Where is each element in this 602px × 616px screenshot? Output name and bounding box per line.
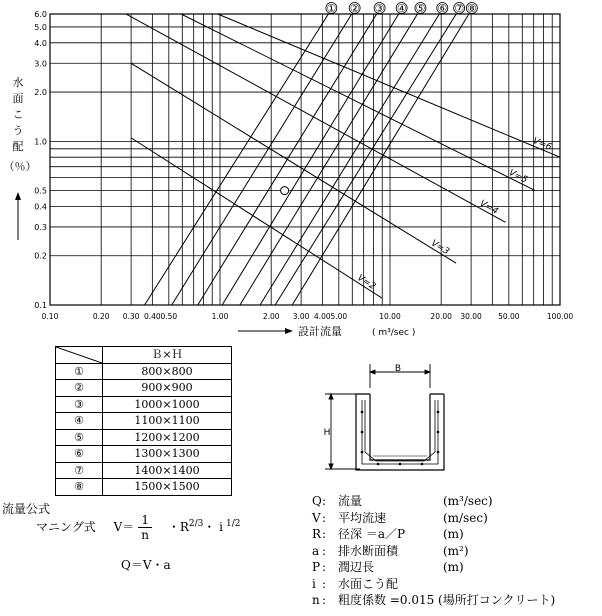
legend-name: 流量 xyxy=(338,494,363,508)
legend-name: 粗度係数 =0.015 (場所打コンクリート) xyxy=(338,593,556,607)
y-axis-label-char: う xyxy=(12,124,24,137)
velocity-line-label: V=2 xyxy=(355,273,378,293)
legend-colon: : xyxy=(322,527,327,541)
section-line xyxy=(292,14,469,305)
legend-name: 径深 ＝a／P xyxy=(338,527,406,541)
r-exponent: 2/3 xyxy=(188,519,204,529)
velocity-line-label: V=4 xyxy=(477,198,500,217)
y-tick-label: 5.0 xyxy=(34,22,47,32)
x-tick-label: 2.00 xyxy=(262,312,280,321)
section-line-label: ⑤ xyxy=(415,2,426,15)
y-tick-label: 0.3 xyxy=(34,222,47,232)
section-line-label: ⑥ xyxy=(437,2,448,15)
table-row xyxy=(56,396,232,413)
annotations xyxy=(12,2,553,334)
y-tick-label: 3.0 xyxy=(34,59,47,69)
x-tick-label: 1.00 xyxy=(211,312,229,321)
symbol-legend xyxy=(312,493,602,609)
x-tick-label: 0.50 xyxy=(160,312,178,321)
x-tick-label: 4.00 xyxy=(313,312,331,321)
legend-symbol: n xyxy=(312,593,320,607)
legend-name: 排水断面積 xyxy=(338,543,399,558)
formula-fraction xyxy=(138,513,152,542)
y-tick-label: 1.0 xyxy=(34,137,47,147)
x-tick-label: 5.00 xyxy=(330,312,348,321)
fraction-denominator: n xyxy=(141,528,149,542)
velocity-line xyxy=(181,14,535,191)
table-cell-no: ④ xyxy=(56,413,103,430)
legend-row xyxy=(312,559,602,576)
formula-title: 流量公式 xyxy=(2,502,51,516)
grid xyxy=(50,14,560,305)
x-tick-label: 0.40 xyxy=(143,312,161,321)
section-table xyxy=(55,346,232,496)
legend-unit: (m) xyxy=(443,527,464,541)
tick-labels xyxy=(4,10,574,338)
table-cell-size: 1500×1500 xyxy=(103,479,232,496)
i-exponent: 1/2 xyxy=(226,519,241,529)
table-cell-no: ② xyxy=(56,380,103,397)
y-tick-label: 4.0 xyxy=(34,38,47,48)
cross-section-diagram xyxy=(318,362,478,472)
table-cell-size: 1000×1000 xyxy=(103,396,232,413)
section-table-body xyxy=(56,347,232,496)
legend-symbol: a xyxy=(312,543,320,558)
x-tick-label: 30.00 xyxy=(460,312,482,321)
table-row xyxy=(56,462,232,479)
x-arrow-head xyxy=(285,328,293,334)
legend-symbol: i xyxy=(312,576,316,591)
y-tick-label: 2.0 xyxy=(34,88,47,98)
section-line-label: ③ xyxy=(374,2,385,15)
legend-unit: (m) xyxy=(443,560,464,574)
section-line-label: ⑦ xyxy=(454,2,465,15)
table-row xyxy=(56,429,232,446)
series-lines xyxy=(126,14,560,305)
x-tick-label: 20.00 xyxy=(430,312,452,321)
x-tick-label: 10.00 xyxy=(379,312,401,321)
formula-lhs: V＝ xyxy=(113,520,135,534)
formula-rhs: ・R xyxy=(167,520,189,534)
section-line xyxy=(275,14,456,305)
table-row xyxy=(56,446,232,463)
y-axis-unit: （％） xyxy=(3,160,37,173)
y-axis-label-char: こ xyxy=(12,108,24,121)
table-row xyxy=(56,479,232,496)
dim-h-label: H xyxy=(323,428,331,438)
legend-unit: (m/sec) xyxy=(443,510,488,525)
table-cell-size: 1400×1400 xyxy=(103,462,232,479)
y-tick-label: 6.0 xyxy=(34,10,47,19)
legend-name: 潤辺長 xyxy=(338,560,375,574)
legend-row xyxy=(312,543,602,560)
table-row xyxy=(56,380,232,397)
table-header-row xyxy=(56,347,232,364)
legend-row xyxy=(312,576,602,593)
table-cell-size: 1200×1200 xyxy=(103,429,232,446)
velocity-line-label: V=6 xyxy=(531,136,553,153)
y-tick-label: 0.1 xyxy=(34,301,47,310)
legend-unit: (m²) xyxy=(443,543,469,558)
legend-colon: : xyxy=(322,593,327,607)
velocity-line-label: V=5 xyxy=(507,167,529,186)
table-cell-no: ⑥ xyxy=(56,446,103,463)
table-cell-no: ⑦ xyxy=(56,462,103,479)
diagonal-line xyxy=(56,347,102,363)
outer-wall xyxy=(356,394,444,470)
q-equation: Q＝V・a xyxy=(121,558,171,572)
legend-unit: (m³/sec) xyxy=(443,494,493,508)
y-axis-label-char: 面 xyxy=(12,92,24,105)
section-line-label: ① xyxy=(326,2,337,15)
table-row xyxy=(56,363,232,380)
table-cell-size: 1300×1300 xyxy=(103,446,232,463)
x-tick-label: 0.30 xyxy=(122,312,140,321)
y-arrow-head xyxy=(15,192,21,200)
table-cell-size: 900×900 xyxy=(103,380,232,397)
section-line-label: ⑧ xyxy=(466,2,477,15)
fraction-numerator: 1 xyxy=(138,513,152,528)
x-axis-unit: ( m³/sec ) xyxy=(372,328,416,338)
legend-name: 水面こう配 xyxy=(338,576,399,591)
y-tick-label: 0.5 xyxy=(34,186,47,196)
x-tick-label: 0.20 xyxy=(92,312,110,321)
section-line-label: ② xyxy=(349,2,360,15)
x-tick-label: 50.00 xyxy=(498,312,520,321)
x-tick-label: 3.00 xyxy=(292,312,310,321)
manning-formula xyxy=(36,513,241,542)
legend-symbol: R xyxy=(312,527,322,541)
table-cell-no: ③ xyxy=(56,396,103,413)
table-cell-no: ⑧ xyxy=(56,479,103,496)
legend-colon: : xyxy=(322,494,327,508)
velocity-line-label: V=3 xyxy=(429,238,451,258)
section-line xyxy=(222,14,398,305)
legend-symbol: P xyxy=(312,560,321,574)
formula-name: マニング式 xyxy=(36,520,96,534)
legend-colon: : xyxy=(322,576,327,591)
x-axis-label: 設計流量 xyxy=(298,325,342,338)
table-cell-size: 800×800 xyxy=(103,363,232,380)
table-cell-no: ⑤ xyxy=(56,429,103,446)
legend-name: 平均流速 xyxy=(338,510,387,525)
legend-row xyxy=(312,592,602,609)
x-tick-label: 0.10 xyxy=(41,312,59,321)
legend-colon: : xyxy=(322,543,327,558)
y-tick-label: 0.4 xyxy=(34,202,47,212)
table-cell-no: ① xyxy=(56,363,103,380)
legend-symbol: Q xyxy=(312,494,322,508)
dim-b-label: B xyxy=(394,364,402,374)
legend-row xyxy=(312,526,602,543)
y-tick-label: 0.2 xyxy=(34,251,47,261)
section-line-label: ④ xyxy=(396,2,407,15)
legend-colon: : xyxy=(322,510,327,525)
legend-row xyxy=(312,510,602,527)
design-point-marker xyxy=(281,187,289,195)
table-corner-cell xyxy=(56,347,103,364)
velocity-line xyxy=(126,14,505,222)
legend-symbol: V xyxy=(312,510,321,525)
x-tick-label: 100.00 xyxy=(546,312,574,321)
plot-frame xyxy=(50,14,560,305)
legend-row xyxy=(312,493,602,510)
legend-colon: : xyxy=(322,560,327,574)
formula-mid: ・ i xyxy=(203,520,224,534)
inner-wall xyxy=(370,394,430,460)
y-axis-label-char: 水 xyxy=(12,76,24,89)
table-row xyxy=(56,413,232,430)
table-cell-size: 1100×1100 xyxy=(103,413,232,430)
y-axis-label-char: 配 xyxy=(12,140,24,153)
table-header-cell: Ｂ×Ｈ xyxy=(103,347,232,364)
